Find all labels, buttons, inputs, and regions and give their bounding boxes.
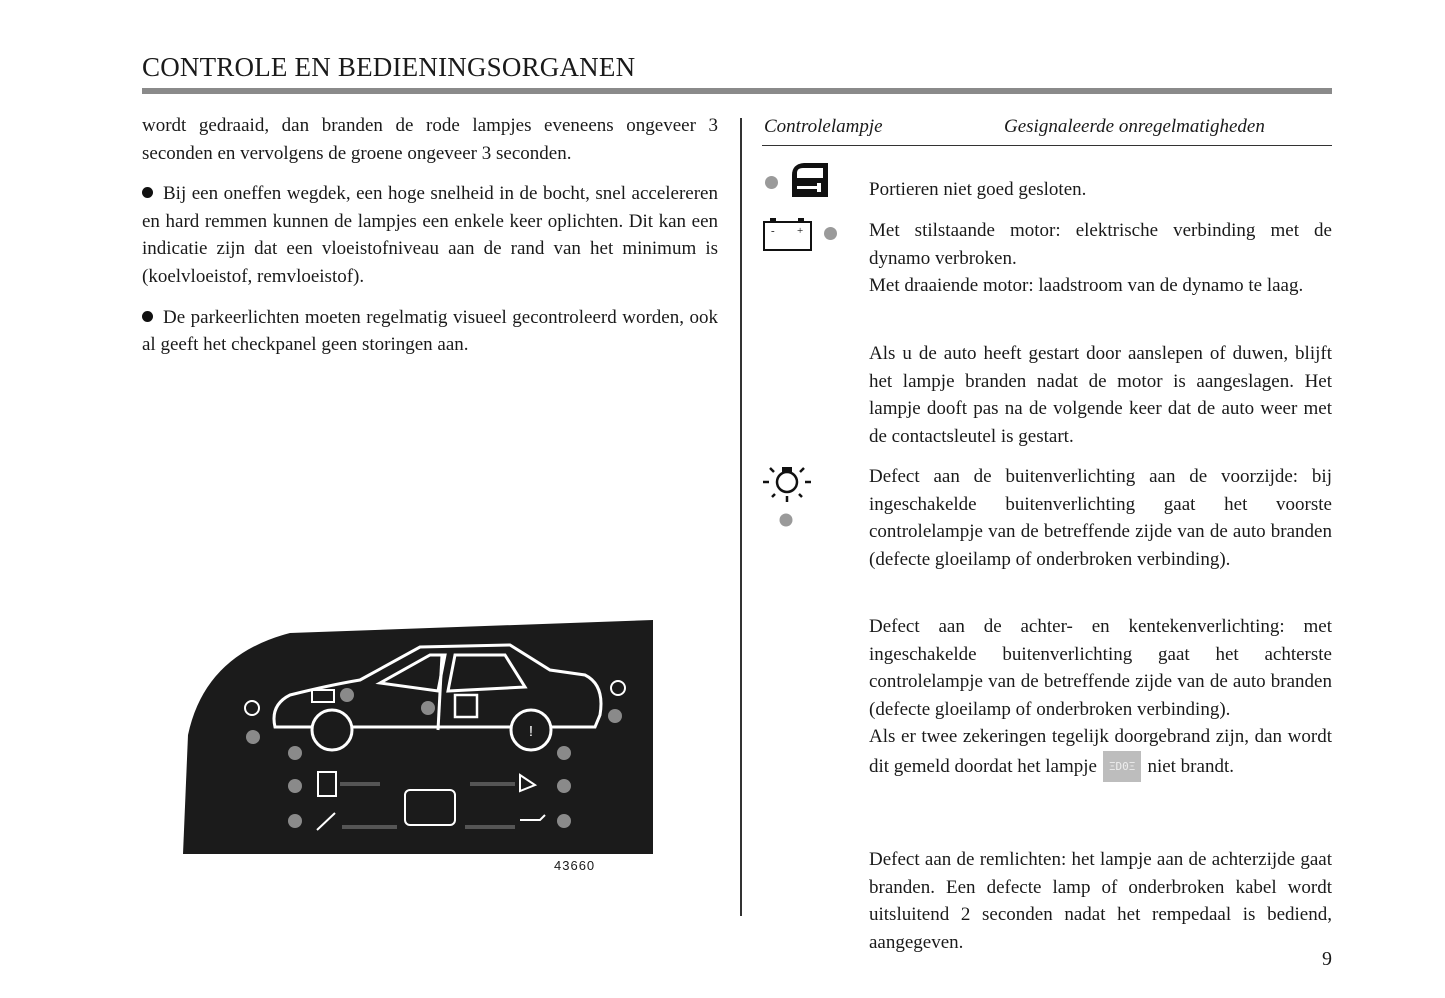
door-icon: [789, 160, 831, 200]
bullet-icon: [142, 311, 153, 322]
row-text: Als u de auto heeft gestart door aanslepen of duwen, blijft het lampje branden nadat de motor is aangeslagen. Het lampje dooft pas na de volgende keer dat de auto weer met de contactsleutel is gestart.: [869, 343, 1332, 447]
indicator-dot: [824, 227, 837, 240]
row-text: Met stilstaande motor: elektrische verbinding met de dynamo verbroken. Met draaiende motor: laadstroom van de dynamo te laag.: [869, 220, 1332, 296]
row-text: Defect aan de achter- en kentekenverlichting: met ingeschakelde buitenverlichting gaat het achterste controlelampje van de betreffende zijde van de auto branden (defecte gloeilamp of onderbroken verbinding). Als er twee zekeringen tegelijk doorgebrand zijn, dan wordt dit gemeld doordat het lampje ΞD0Ξ niet brandt.: [869, 613, 1332, 782]
paragraph-text: De parkeerlichten moeten regelmatig visueel gecontroleerd worden, ook al geeft het checkpanel geen storingen aan.: [142, 306, 718, 356]
title-rule: [142, 88, 1332, 94]
table-header-irregularities: Gesignaleerde onregelmatigheden: [1004, 116, 1265, 137]
row-text: Portieren niet goed gesloten.: [869, 179, 1087, 200]
bullet-paragraph: [142, 304, 718, 359]
svg-text:+: +: [797, 225, 804, 237]
checkpanel-figure: [180, 615, 660, 860]
paragraph: wordt gedraaid, dan branden de rode lampjes eveneens ongeveer 3 seconden en vervolgens de groene ongeveer 3 seconden.: [142, 115, 718, 164]
bullet-icon: [142, 187, 153, 198]
figure-caption: 43660: [554, 858, 596, 873]
bullet-paragraph: [142, 180, 718, 290]
paragraph-text: Bij een oneffen wegdek, een hoge snelheid in de bocht, snel accelereren en hard remmen kunnen de lampjes een enkele keer oplichten. Dit kan een indicatie zijn dat een vloeistofniveau aan de rand van het minimum is (koelvloeistof, remvloeistof).: [142, 183, 718, 287]
indicator-dot: [765, 176, 778, 189]
fuse-lamp-badge: ΞD0Ξ: [1103, 751, 1142, 783]
svg-text:-: -: [771, 225, 775, 237]
battery-icon: [762, 216, 814, 252]
table-header-lamp: Controlelampje: [764, 116, 883, 137]
page-title: CONTROLE EN BEDIENINGSORGANEN: [142, 52, 636, 82]
table-header-rule: [762, 145, 1332, 146]
row-text: Defect aan de buitenverlichting aan de voorzijde: bij ingeschakelde buitenverlichting gaat het voorste controlelampje van de betreffende zijde van de auto branden (defecte gloeilamp of onderbroken verbinding).: [869, 466, 1332, 570]
lamp-icon: [760, 460, 816, 530]
row-text: Defect aan de remlichten: het lampje aan de achterzijde gaat branden. Een defecte lamp of onderbroken kabel wordt uitsluitend 2 seconden nadat het rempedaal is bediend, aangegeven.: [869, 849, 1332, 953]
svg-text:!: !: [528, 723, 534, 740]
brake-pad-icon: [312, 710, 352, 750]
page-number: 9: [1322, 948, 1332, 970]
left-column: [142, 112, 718, 372]
column-divider: [740, 118, 742, 916]
